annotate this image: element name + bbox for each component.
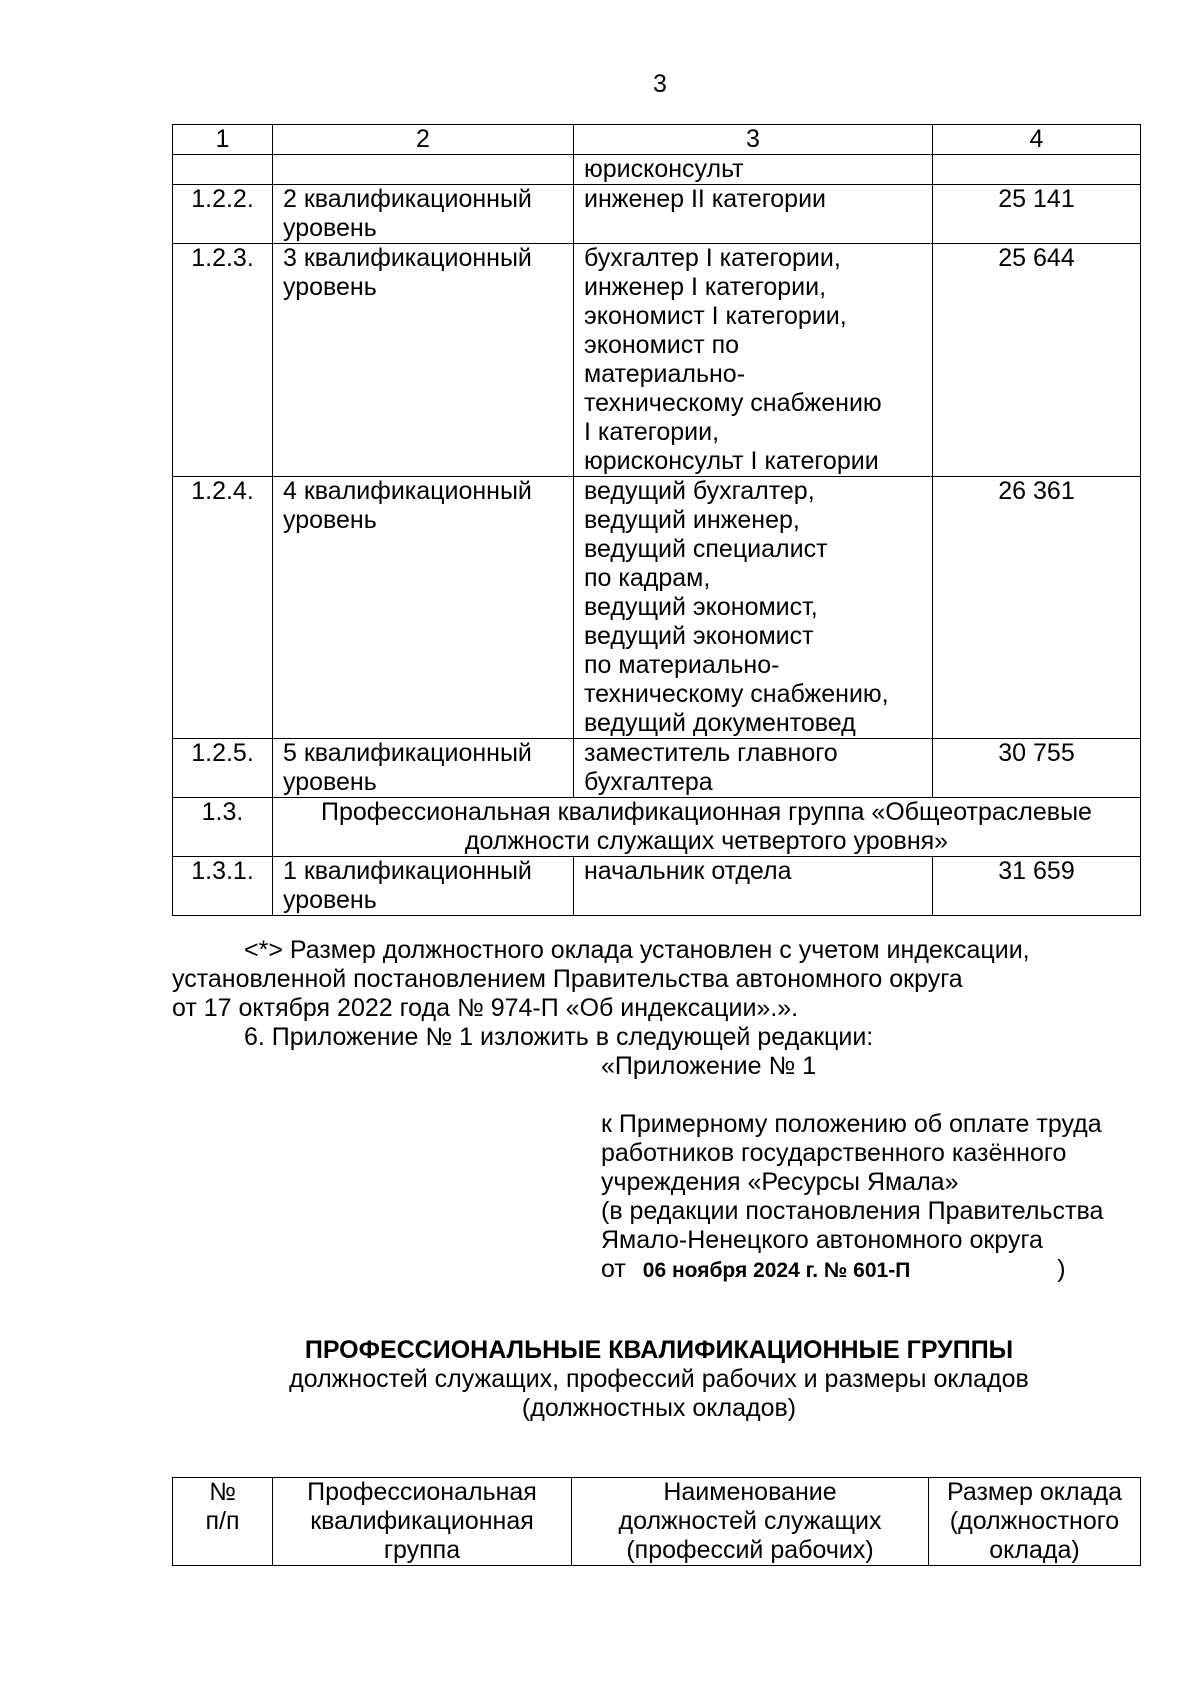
pkg-table-header [172, 1477, 1141, 1566]
decree-date: 06 ноября 2024 г. № 601-П [642, 1259, 911, 1282]
salary-value: 30 755 [933, 739, 1141, 798]
row-number: 1.2.2. [173, 185, 273, 244]
row-number: 1.2.4. [173, 477, 273, 739]
header-line: Размер оклада [947, 1478, 1122, 1506]
position-line: юрисконсульт I категории [584, 447, 879, 475]
positions-cell [574, 857, 933, 916]
header-line: № [209, 1478, 236, 1506]
table-row [173, 185, 1141, 244]
qualification-level: 2 квалификационный уровень [273, 185, 574, 244]
position-line: ведущий экономист [584, 622, 814, 650]
header-cell: 2 [273, 125, 574, 155]
page-number: 3 [653, 70, 667, 98]
salary-value [933, 155, 1141, 185]
position-line: инженер II категории [584, 185, 827, 213]
heading-subtitle: (должностных окладов) [521, 1394, 797, 1422]
appendix-line: учреждения «Ресурсы Ямала» [601, 1168, 959, 1196]
section-heading [172, 1336, 1146, 1423]
position-line: ведущий инженер, [584, 506, 800, 534]
appendix-line: работников государственного казённого [601, 1139, 1067, 1167]
position-line: бухгалтер I категории, [584, 244, 841, 272]
col-group-header [273, 1478, 572, 1566]
table-header-row [173, 125, 1141, 155]
qualification-level: 1 квалификационный уровень [273, 857, 574, 916]
position-line: заместитель главного [584, 739, 838, 767]
position-line: I категории, [584, 418, 720, 446]
position-line: ведущий бухгалтер, [584, 477, 815, 505]
header-cell: 3 [574, 125, 933, 155]
position-line: ведущий специалист [584, 535, 828, 563]
heading-title: ПРОФЕССИОНАЛЬНЫЕ КВАЛИФИКАЦИОННЫЕ ГРУППЫ [304, 1336, 1014, 1364]
row-number: 1.2.3. [173, 244, 273, 477]
header-line: Профессиональная [307, 1478, 537, 1506]
heading-subtitle: должностей служащих, профессий рабочих и размеры окладов [289, 1365, 1029, 1393]
positions-cell [574, 185, 933, 244]
footnote-line: установленной постановлением Правительства автономного округа [172, 965, 963, 993]
position-line: экономист по [584, 331, 740, 359]
positions-cell [574, 739, 933, 798]
col-salary-header [929, 1478, 1141, 1566]
appendix-reference [601, 1110, 1161, 1285]
positions-cell [574, 477, 933, 739]
row-number: 1.2.5. [173, 739, 273, 798]
date-prefix: от [601, 1255, 626, 1283]
qualification-level: 4 квалификационный уровень [273, 477, 574, 739]
row-number [173, 155, 273, 185]
table-header-row [173, 1478, 1141, 1566]
date-suffix: ) [1057, 1255, 1066, 1283]
position-line: начальник отдела [584, 857, 792, 885]
group-row [173, 798, 1141, 857]
qualification-level: 3 квалификационный уровень [273, 244, 574, 477]
salary-value: 25 644 [933, 244, 1141, 477]
position-line: экономист I категории, [584, 302, 847, 330]
salary-value: 31 659 [933, 857, 1141, 916]
positions-cell [574, 155, 933, 185]
header-line: оклада) [989, 1536, 1080, 1564]
position-line: ведущий документовед [584, 709, 856, 737]
col-number-header [173, 1478, 273, 1566]
header-line: должностей служащих [618, 1507, 882, 1535]
footnote [172, 936, 1146, 1052]
position-line: бухгалтера [584, 768, 713, 796]
position-line: ведущий экономист, [584, 593, 818, 621]
header-line: п/п [205, 1507, 240, 1535]
position-line: юрисконсульт [584, 155, 744, 183]
header-cell: 4 [933, 125, 1141, 155]
appendix-title-text: «Приложение № 1 [601, 1052, 817, 1080]
header-line: группа [383, 1536, 461, 1564]
qualification-level [273, 155, 574, 185]
table-row [173, 155, 1141, 185]
appendix-line: (в редакции постановления Правительства [601, 1197, 1104, 1225]
group-title: Профессиональная квалификационная группа «Общеотраслевые должности служащих четвертого уровня» [273, 798, 1141, 857]
header-line: (профессий рабочих) [626, 1536, 874, 1564]
header-line: Наименование [663, 1478, 837, 1506]
positions-cell [574, 244, 933, 477]
salary-value: 25 141 [933, 185, 1141, 244]
header-line: квалификационная [310, 1507, 534, 1535]
header-line: (должностного [949, 1507, 1120, 1535]
appendix-line: к Примерному положению об оплате труда [601, 1110, 1102, 1138]
table-row [173, 477, 1141, 739]
position-line: техническому снабжению, [584, 680, 889, 708]
row-number: 1.3.1. [173, 857, 273, 916]
item-6: 6. Приложение № 1 изложить в следующей редакции: [244, 1023, 874, 1051]
salary-value: 26 361 [933, 477, 1141, 739]
appendix-line: Ямало-Ненецкого автономного округа [601, 1226, 1043, 1254]
appendix-title [601, 1052, 1161, 1081]
row-number: 1.3. [173, 798, 273, 857]
salary-table [172, 124, 1141, 916]
footnote-line: от 17 октября 2022 года № 974-П «Об индексации».». [172, 994, 799, 1022]
table-row [173, 857, 1141, 916]
position-line: инженер I категории, [584, 273, 827, 301]
position-line: техническому снабжению [584, 389, 882, 417]
table-row [173, 739, 1141, 798]
position-line: по кадрам, [584, 564, 711, 592]
qualification-level: 5 квалификационный уровень [273, 739, 574, 798]
footnote-line: <*> Размер должностного оклада установлен с учетом индексации, [244, 936, 1030, 964]
position-line: материально- [584, 360, 746, 388]
appendix-date-line [601, 1255, 1161, 1285]
header-cell: 1 [173, 125, 273, 155]
col-positions-header [572, 1478, 929, 1566]
position-line: по материально- [584, 651, 780, 679]
table-row [173, 244, 1141, 477]
